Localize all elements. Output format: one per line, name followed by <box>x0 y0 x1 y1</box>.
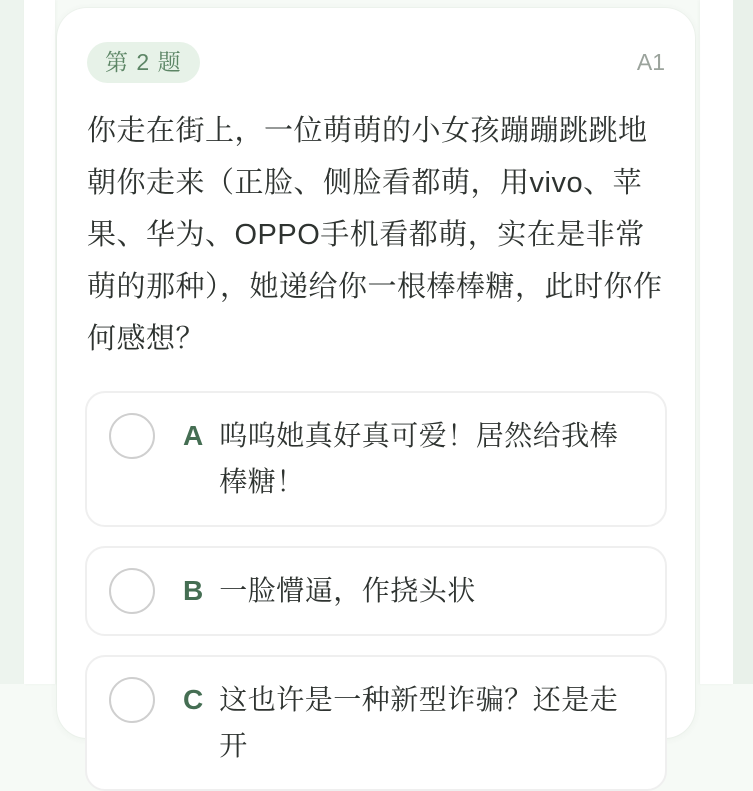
previous-card-edge[interactable] <box>24 0 55 684</box>
option-letter: C <box>183 684 204 715</box>
option-a[interactable] <box>85 391 667 527</box>
radio-circle[interactable] <box>109 413 155 459</box>
option-text: 一脸懵逼，作挠头状 <box>219 575 476 606</box>
option-b[interactable] <box>85 546 667 636</box>
options-list <box>85 391 667 791</box>
option-letter: B <box>183 575 204 606</box>
next-card-edge[interactable] <box>700 0 733 684</box>
option-c[interactable] <box>85 655 667 791</box>
right-edge-strip <box>733 0 753 684</box>
question-number-badge: 第 2 题 <box>87 42 200 83</box>
option-text: 呜呜她真好真可爱！居然给我棒棒糖！ <box>219 420 619 497</box>
card-header <box>87 42 665 83</box>
option-letter: A <box>183 420 204 451</box>
option-text: 这也许是一种新型诈骗？还是走开 <box>219 684 619 761</box>
question-type-label: A1 <box>636 49 665 75</box>
question-card <box>57 8 695 761</box>
radio-circle[interactable] <box>109 568 155 614</box>
question-text: 你走在街上，一位萌萌的小女孩蹦蹦跳跳地朝你走来（正脸、侧脸看都萌，用vivo、苹果、华为、OPPO手机看都萌，实在是非常萌的那种），她递给你一根棒棒糖，此时你作何感想？ <box>87 115 663 355</box>
left-edge-strip <box>0 0 24 684</box>
